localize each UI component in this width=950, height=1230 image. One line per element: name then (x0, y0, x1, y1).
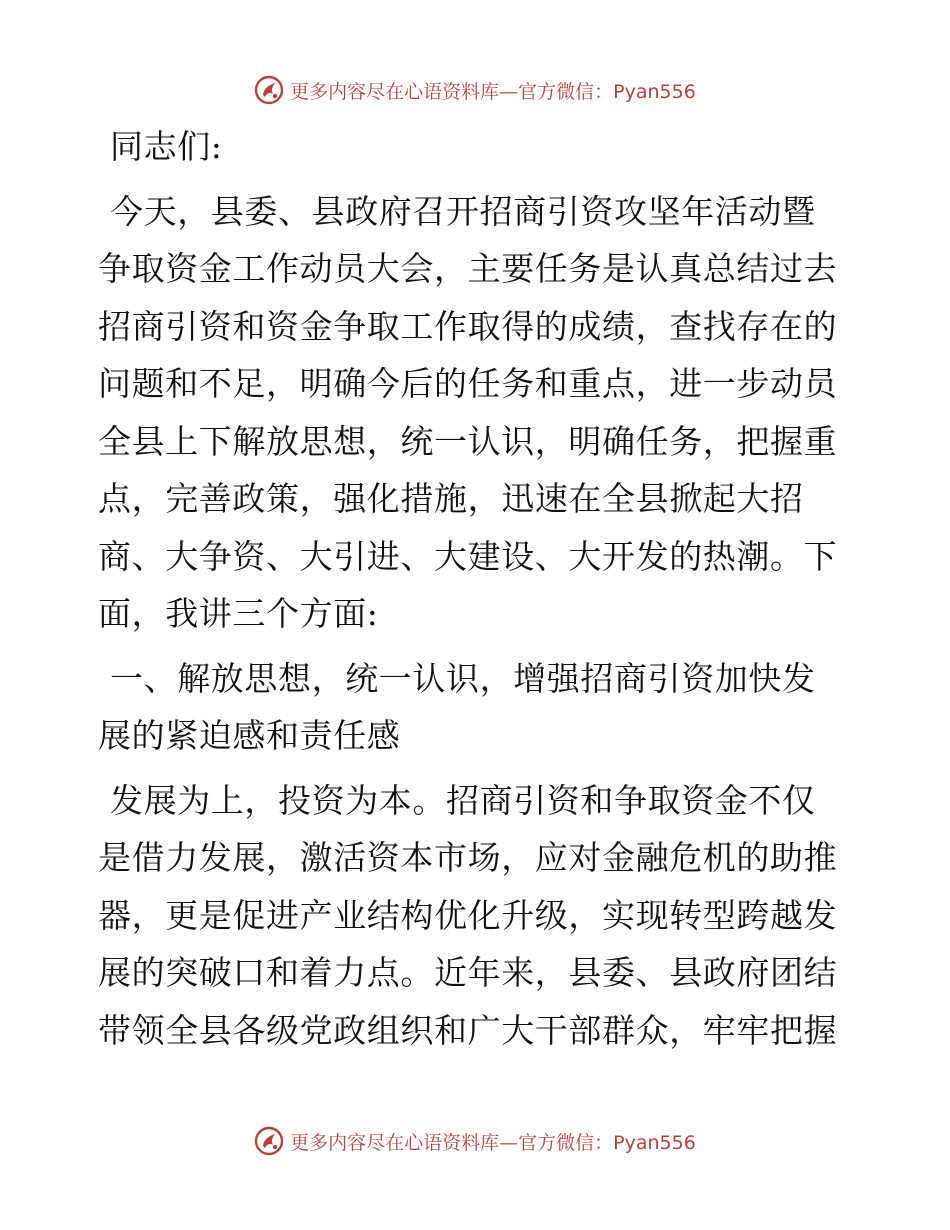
paragraph-line: 问题和不足，明确今后的任务和重点，进一步动员 (98, 364, 838, 403)
paragraph-line: 招商引资和资金争取工作取得的成绩，查找存在的 (98, 306, 838, 346)
heading-line: 一、解放思想，统一认识，增强招商引资加快发 (110, 658, 816, 698)
heading-line: 展的紧迫感和责任感 (98, 716, 401, 755)
paragraph-line: 器，更是促进产业结构优化升级，实现转型跨越发 (98, 895, 838, 935)
paragraph-line: 点，完善政策，强化措施，迅速在全县掀起大招 (98, 479, 804, 518)
logo-flame-seal-icon (254, 75, 284, 105)
watermark-dash: — (499, 1131, 519, 1154)
paragraph-opening-continued (98, 240, 858, 643)
watermark-site-text: 更多内容尽在心语资料库 (290, 1131, 500, 1154)
footer-watermark-banner (0, 1121, 950, 1161)
paragraph-line: 面，我讲三个方面: (98, 594, 379, 633)
paragraph-line: 带领全县各级党政组织和广大干部群众，牢牢把握 (98, 1010, 838, 1050)
watermark-wechat-text: 官方微信：Pyan556 (518, 1131, 696, 1154)
document-body (98, 118, 858, 1059)
paragraph-line: 是借力发展，激活资本市场，应对金融危机的助推 (98, 838, 838, 877)
logo-flame-seal-icon (254, 1126, 284, 1156)
watermark-text (290, 77, 696, 104)
paragraph-line: 全县上下解放思想，统一认识，明确任务，把握重 (98, 421, 838, 461)
section-heading-1-continued (98, 707, 858, 765)
paragraph-line: 争取资金工作动员大会，主要任务是认真总结过去 (98, 249, 838, 288)
watermark-wechat-text: 官方微信：Pyan556 (518, 80, 696, 103)
header-watermark-banner (0, 70, 950, 110)
paragraph-line: 展的突破口和着力点。近年来，县委、县政府团结 (98, 953, 838, 992)
watermark-text (290, 1128, 696, 1155)
paragraph-opening (98, 183, 858, 241)
paragraph-line: 今天，县委、县政府召开招商引资攻坚年活动暨 (110, 191, 816, 231)
paragraph-line: 商、大争资、大引进、大建设、大开发的热潮。下 (98, 536, 838, 576)
paragraph-line: 发展为上，投资为本。招商引资和争取资金不仅 (110, 780, 816, 820)
paragraph-development (98, 772, 858, 830)
watermark-site-text: 更多内容尽在心语资料库 (290, 80, 500, 103)
paragraph-development-continued (98, 829, 858, 1059)
salutation: 同志们: (110, 127, 223, 166)
section-heading-1 (98, 650, 858, 708)
watermark-dash: — (499, 80, 519, 103)
